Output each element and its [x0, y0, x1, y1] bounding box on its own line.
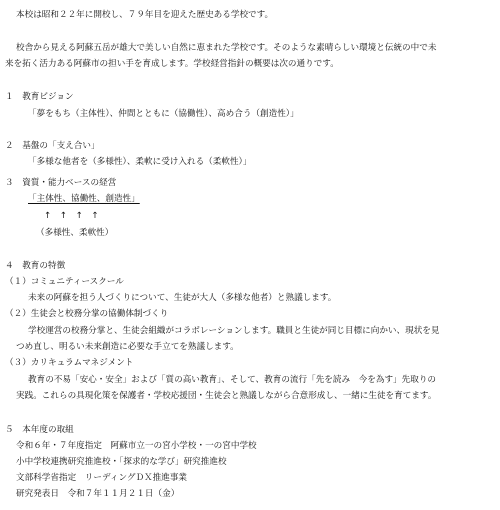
initiative-line-4: 研究発表日 令和７年１１月２１日（金）	[16, 489, 180, 499]
competency-statement: 「主体性、協働性、創造性」	[28, 194, 140, 204]
intro-paragraph-line-1: 校舎から見える阿蘇五岳が雄大で美しい自然に恵まれた学校です。そのような素晴らしい環境と伝統の中で未	[16, 43, 437, 53]
feature-2-body-line-1: 学校運営の校務分掌と、生徒会組織がコラボレーションします。職員と生徒が同じ目標に向かい、現状を見	[28, 326, 440, 336]
vision-statement: 「夢をもち（主体性）、仲間とともに（協働性）、高め合う（創造性）」	[28, 109, 299, 119]
feature-1-title: （１）コミュニティースクール	[5, 277, 124, 287]
feature-2-title: （２）生徒会と校務分掌の協働体制づくり	[5, 309, 169, 319]
feature-1-body: 未来の阿蘇を担う人づくりについて、生徒が大人（多様な他者）と熟議します。	[28, 293, 337, 303]
feature-3-body-line-2: 実践。これらの具現化策を保護者・学校応援団・生徒会と熟議しながら合意形成し、一緒に生徒を育てます。	[16, 391, 437, 401]
section-5-heading: ５ 本年度の取組	[5, 425, 74, 435]
arrows-up: ↑ ↑ ↑ ↑	[44, 211, 99, 221]
section-3-heading: ３ 資質・能力ベースの経営	[5, 178, 117, 188]
intro-line: 本校は昭和２２年に開校し、７９年目を迎えた歴史ある学校です。	[16, 10, 274, 20]
initiative-line-2: 小中学校連携研究推進校・「探求的な学び」研究推進校	[16, 457, 227, 467]
initiative-line-1: 令和６年・７年度指定 阿蘇市立一の宮小学校・一の宮中学校	[16, 441, 257, 451]
feature-2-body-line-2: つめ直し、明るい未来創造に必要な手立てを熟議します。	[16, 342, 239, 352]
initiative-line-3: 文部科学省指定 リーディングＤＸ推進事業	[16, 473, 188, 483]
section-4-heading: ４ 教育の特徴	[5, 261, 66, 271]
diversity-flexibility: （多様性、柔軟性）	[36, 228, 114, 238]
support-statement: 「多様な他者を（多様性）、柔軟に受け入れる（柔軟性）」	[28, 157, 252, 167]
feature-3-title: （３）カリキュラムマネジメント	[5, 358, 134, 368]
feature-3-body-line-1: 教育の不易「安心・安全」および「質の高い教育」、そして、教育の流行「先を読み 今を為す」先取りの	[28, 375, 437, 385]
intro-paragraph-line-2: 来を拓く活力ある阿蘇市の担い手を育成します。学校経営指針の概要は次の通りです。	[5, 59, 339, 69]
section-2-heading: ２ 基盤の「支え合い」	[5, 141, 100, 151]
section-1-heading: １ 教育ビジョン	[5, 92, 74, 102]
